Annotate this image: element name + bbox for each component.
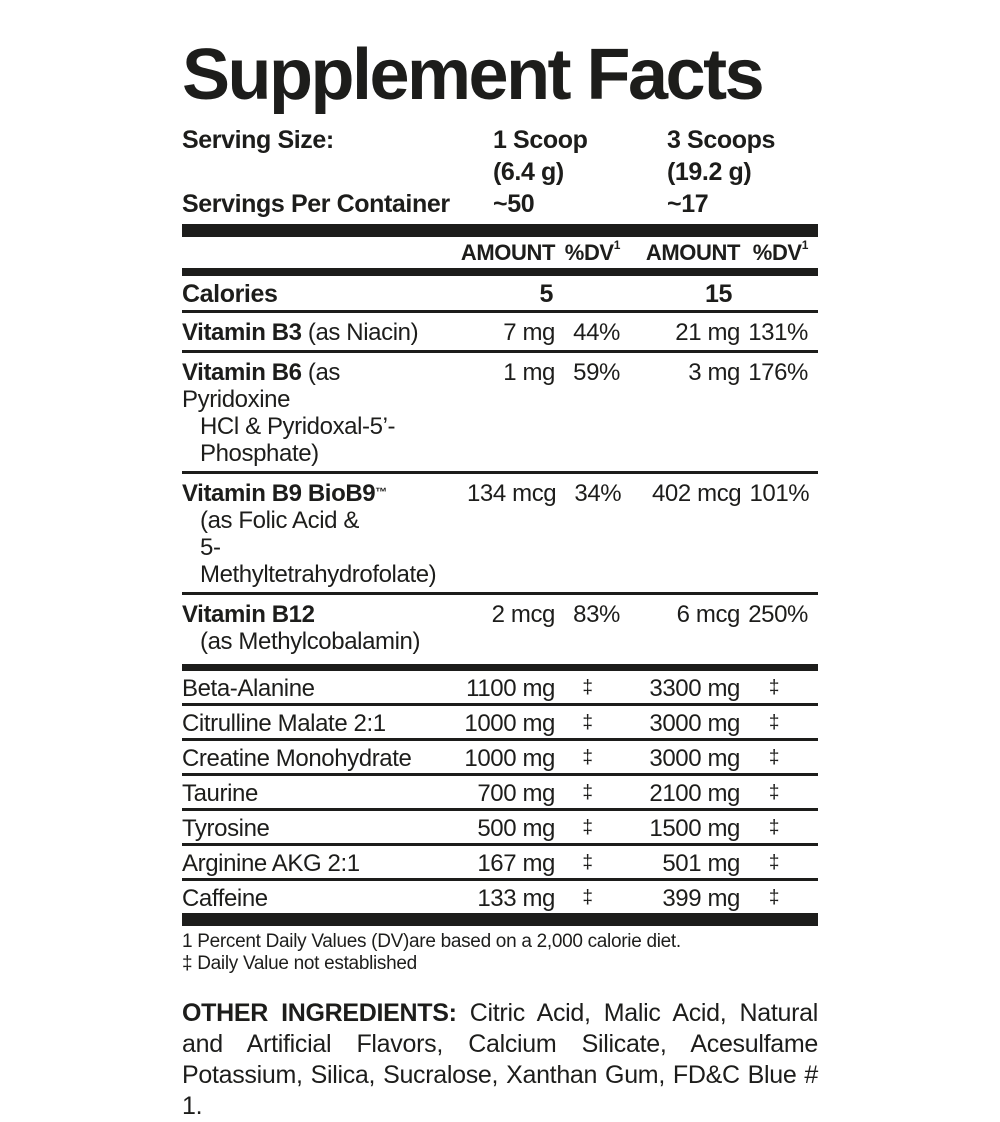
spacer — [182, 156, 493, 188]
calories-label: Calories — [182, 280, 278, 308]
ingredient-name: Citrulline Malate 2:1 — [182, 710, 386, 737]
amount-value-2: 3000 mg — [649, 745, 740, 772]
amount-value-2: 3 mg — [688, 359, 740, 386]
ingredient-name: Beta-Alanine — [182, 675, 315, 702]
table-row-taurine — [182, 776, 818, 811]
amount-value-2: 6 mcg — [676, 601, 740, 628]
dagger-footnote: ‡ Daily Value not established — [182, 953, 417, 974]
dv-header-1: $\%DV^1$ — [564, 237, 620, 265]
nutrient-name: Vitamin B12 (as Methylcobalamin) — [182, 601, 421, 655]
table-row-caffeine — [182, 881, 818, 913]
table-header-row — [182, 237, 818, 268]
amount-value-2: 1500 mg — [649, 815, 740, 842]
dv-value-2: 176% — [748, 359, 808, 386]
divider-thick-bottom — [182, 913, 818, 926]
ingredient-name: Arginine AKG 2:1 — [182, 850, 360, 877]
calories-row — [182, 276, 818, 313]
other-ingredients-text: Citric Acid, Malic Acid, Natural and Artificial Flavors, Calcium Silicate, Acesulfame Potassium, Silica, Sucralose, Xanthan Gum, FD&C Blue # 1. — [182, 999, 818, 1120]
dagger-symbol: ‡ — [582, 817, 593, 838]
dv-header-2: $\%DV^1$ — [752, 237, 808, 265]
ingredient-name: Tyrosine — [182, 815, 270, 842]
dagger-symbol: ‡ — [582, 677, 593, 698]
trademark-symbol: ™ — [375, 485, 387, 499]
servings-per-container-label: Servings Per Container — [182, 190, 450, 218]
table-row-vitamin-b6 — [182, 353, 818, 474]
amount-value-2: 399 mg — [662, 885, 740, 912]
serving-size-col2: 3 Scoops — [667, 126, 775, 154]
nutrient-name: Vitamin B6 (as Pyridoxine HCl & Pyridoxal-5’-Phosphate) — [182, 359, 396, 467]
ingredient-name: Taurine — [182, 780, 258, 807]
dv-value-1: 44% — [573, 319, 620, 346]
divider-medium-ingredients — [182, 664, 818, 671]
amount-value-2: 3300 mg — [649, 675, 740, 702]
panel-title: Supplement Facts — [182, 35, 763, 115]
dv-value-1: 83% — [573, 601, 620, 628]
serving-size-label: Serving Size: — [182, 126, 334, 154]
dv-value-2: 250% — [748, 601, 808, 628]
dv-value-2: 101% — [749, 480, 810, 507]
amount-value-1: 1000 mg — [464, 710, 555, 737]
servings-count-col2: ~17 — [667, 190, 709, 218]
table-row-vitamin-b3 — [182, 313, 818, 353]
table-row-beta-alanine — [182, 671, 818, 706]
table-row-vitamin-b9 — [182, 474, 818, 595]
calories-value-2: 15 — [704, 280, 732, 308]
dagger-symbol: ‡ — [768, 887, 780, 908]
amount-value-1: 700 mg — [477, 780, 555, 807]
amount-value-2: 21 mg — [675, 319, 740, 346]
dv-value-1: 34% — [574, 480, 622, 507]
table-row-creatine-monohydrate — [182, 741, 818, 776]
amount-value-2: 402 mcg — [651, 480, 742, 507]
serving-info — [182, 124, 818, 220]
nutrient-name: Vitamin B9 BioB9™ (as Folic Acid & 5-Methyltetrahydrofolate) — [182, 480, 437, 588]
dv-value-1: 59% — [573, 359, 620, 386]
amount-value-1: 133 mg — [477, 885, 555, 912]
amount-header-2: AMOUNT — [645, 239, 740, 265]
amount-value-1: 2 mcg — [491, 601, 555, 628]
supplement-facts-panel — [182, 0, 818, 1122]
dagger-symbol: ‡ — [768, 712, 780, 733]
amount-value-1: 1100 mg — [466, 675, 555, 702]
amount-value-2: 3000 mg — [649, 710, 740, 737]
nutrient-name: Vitamin B3 (as Niacin) — [182, 319, 419, 346]
amount-value-2: 501 mg — [662, 850, 740, 877]
other-ingredients-label: OTHER INGREDIENTS: — [182, 999, 457, 1027]
dv-value-2: 131% — [748, 319, 808, 346]
table-row-arginine-akg — [182, 846, 818, 881]
amount-value-1: 134 mcg — [466, 480, 557, 507]
amount-value-1: 7 mg — [503, 319, 555, 346]
serving-size-col1: 1 Scoop — [493, 126, 588, 154]
table-row-citrulline-malate — [182, 706, 818, 741]
calories-value-1: 5 — [539, 280, 553, 308]
dagger-symbol: ‡ — [582, 782, 593, 803]
other-ingredients — [182, 998, 818, 1122]
divider-medium-header — [182, 268, 818, 276]
ingredient-name: Caffeine — [182, 885, 268, 912]
dagger-symbol: ‡ — [582, 887, 593, 908]
serving-weight-col2: (19.2 g) — [667, 158, 752, 186]
amount-value-1: 167 mg — [477, 850, 555, 877]
amount-value-1: 1000 mg — [464, 745, 555, 772]
servings-count-col1: ~50 — [493, 190, 535, 218]
dagger-symbol: ‡ — [582, 712, 593, 733]
dagger-symbol: ‡ — [768, 747, 780, 768]
footnotes — [182, 931, 818, 975]
ingredient-name: Creatine Monohydrate — [182, 745, 412, 772]
table-row-vitamin-b12 — [182, 595, 818, 664]
dagger-symbol: ‡ — [768, 677, 780, 698]
dagger-symbol: ‡ — [768, 782, 780, 803]
dagger-symbol: ‡ — [768, 852, 780, 873]
dagger-symbol: ‡ — [768, 817, 780, 838]
amount-value-1: 1 mg — [503, 359, 555, 386]
serving-weight-col1: (6.4 g) — [493, 158, 564, 186]
divider-thick-top — [182, 224, 818, 237]
table-row-tyrosine — [182, 811, 818, 846]
dagger-symbol: ‡ — [582, 852, 593, 873]
dagger-symbol: ‡ — [582, 747, 593, 768]
amount-header-1: AMOUNT — [460, 239, 555, 265]
amount-value-1: 500 mg — [477, 815, 555, 842]
amount-value-2: 2100 mg — [649, 780, 740, 807]
dv-footnote: 1 Percent Daily Values (DV)are based on a 2,000 calorie diet. — [182, 931, 681, 952]
